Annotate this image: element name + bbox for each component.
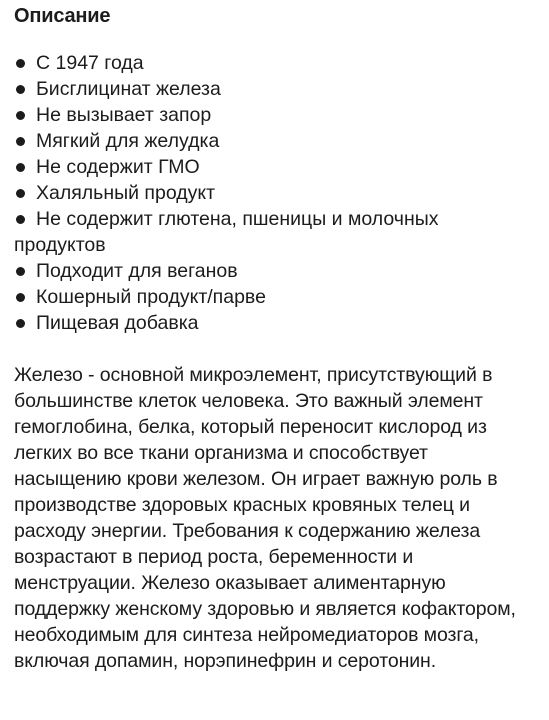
section-title: Описание [14, 5, 111, 27]
bullet-icon [16, 111, 25, 120]
feature-item [14, 310, 535, 336]
feature-item [14, 180, 535, 206]
feature-text: Халяльный продукт [36, 182, 216, 204]
feature-list [14, 50, 535, 336]
feature-item [14, 154, 535, 180]
feature-text: Не вызывает запор [36, 104, 212, 126]
feature-text: Кошерный продукт/парве [36, 286, 266, 308]
bullet-icon [16, 137, 25, 146]
feature-item [14, 76, 535, 102]
feature-item [14, 128, 535, 154]
bullet-icon [16, 163, 25, 172]
feature-item [14, 50, 535, 76]
feature-text: Подходит для веганов [36, 260, 238, 282]
feature-text: С 1947 года [36, 52, 144, 74]
description-paragraph: Железо - основной микроэлемент, присутствующий в большинстве клеток человека. Это важный элемент гемоглобина, белка, который переносит кислород из легких во все ткани организма и способствует насыщению крови железом. Он играет важную роль в производстве здоровых красных кровяных телец и расходу энергии. Требования к содержанию железа возрастают в период роста, беременности и менструации. Железо оказывает алиментарную поддержку женскому здоровью и является кофактором, необходимым для синтеза нейромедиаторов мозга, включая допамин, норэпинефрин и серотонин. [14, 364, 516, 672]
feature-text: Не содержит глютена, пшеницы и молочных продуктов [14, 208, 439, 256]
feature-item [14, 258, 535, 284]
feature-item [14, 206, 535, 258]
bullet-icon [16, 189, 25, 198]
feature-text: Пищевая добавка [36, 312, 199, 334]
bullet-icon [16, 215, 25, 224]
feature-text: Бисглицинат железа [36, 78, 221, 100]
bullet-icon [16, 267, 25, 276]
bullet-icon [16, 85, 25, 94]
feature-text: Не содержит ГМО [36, 156, 200, 178]
feature-item [14, 102, 535, 128]
bullet-icon [16, 319, 25, 328]
bullet-icon [16, 59, 25, 68]
bullet-icon [16, 293, 25, 302]
feature-item [14, 284, 535, 310]
feature-text: Мягкий для желудка [36, 130, 220, 152]
